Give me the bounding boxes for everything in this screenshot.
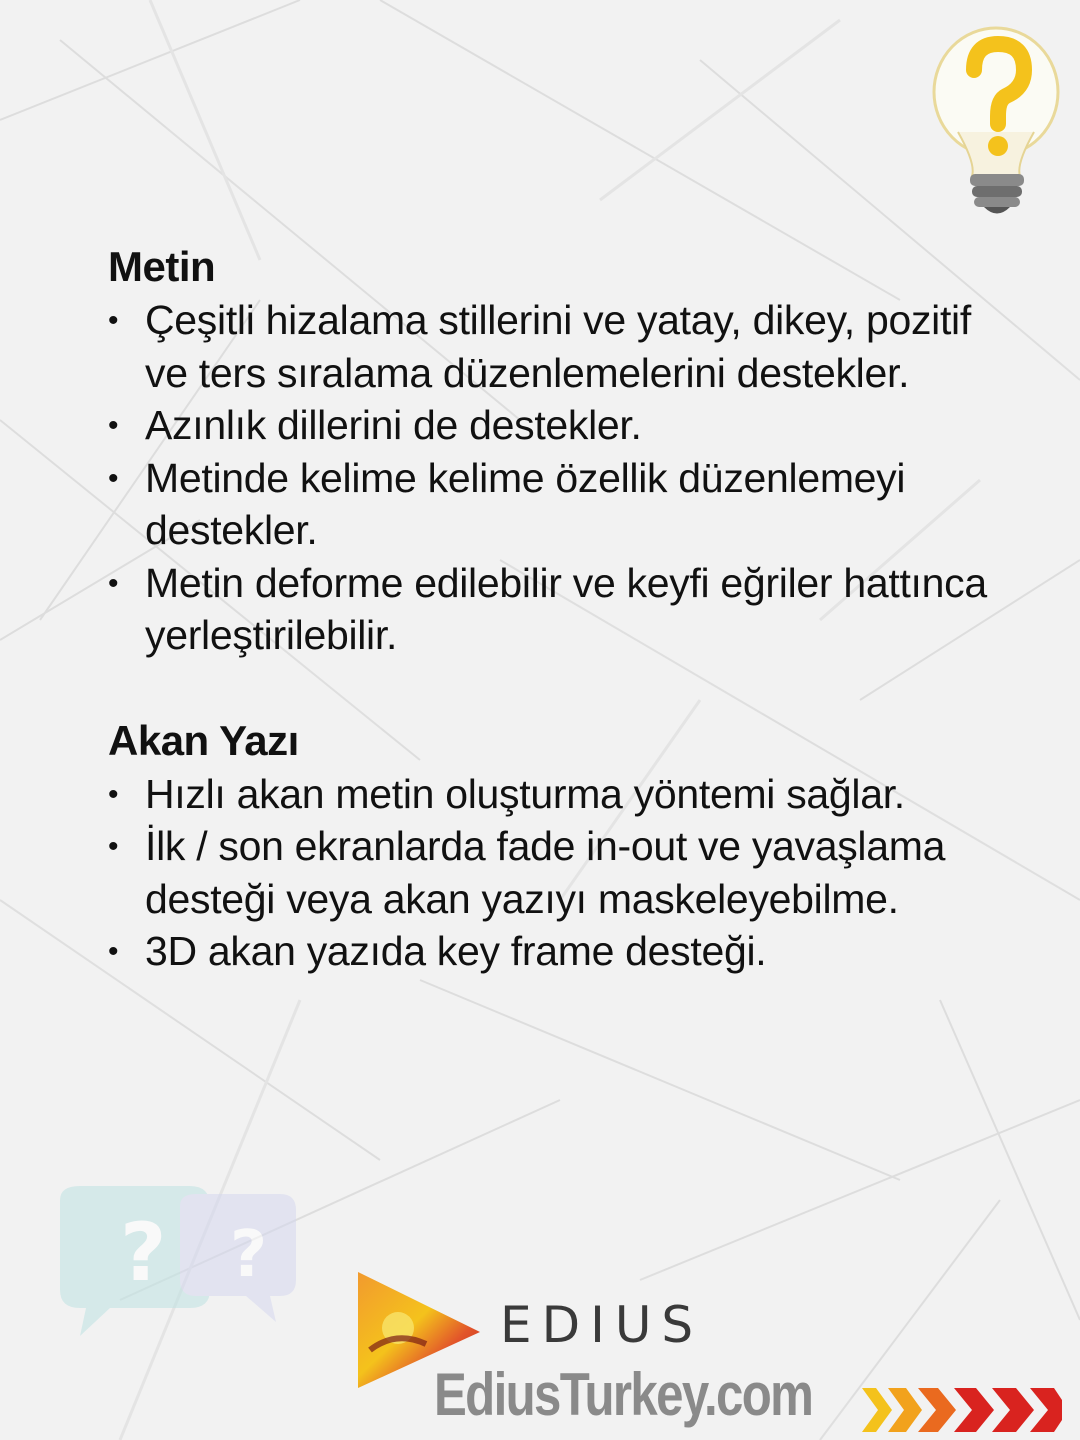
metin-feature-list [108, 294, 1008, 662]
svg-text:?: ? [230, 1218, 268, 1292]
list-item: • Azınlık dillerini de destekler. [108, 399, 1008, 452]
lightbulb-question-icon [928, 14, 1064, 220]
list-item: • Metinde kelime kelime özellik düzenlemeyi destekler. [108, 452, 1008, 557]
akan-yazi-feature-list [108, 768, 1008, 978]
section-title-akan-yazi: Akan Yazı [108, 716, 299, 764]
list-item: • Çeşitli hizalama stillerini ve yatay, dikey, pozitif ve ters sıralama düzenlemelerini destekler. [108, 294, 1008, 399]
question-bubbles-icon [40, 1180, 310, 1340]
list-item: • Metin deforme edilebilir ve keyfi eğriler hattınca yerleştirilebilir. [108, 557, 1008, 662]
section-title-metin: Metin [108, 243, 216, 290]
svg-text:?: ? [120, 1206, 167, 1299]
brand-website: EdiusTurkey.com [434, 1361, 813, 1428]
brand-name: EDIUS [500, 1296, 704, 1354]
list-item: • Hızlı akan metin oluşturma yöntemi sağlar. [108, 768, 1008, 821]
chevron-arrows-icon [862, 1386, 1062, 1434]
list-item: • 3D akan yazıda key frame desteği. [108, 925, 1008, 978]
list-item: • İlk / son ekranlarda fade in-out ve yavaşlama desteği veya akan yazıyı maskeleyebilme. [108, 820, 1008, 925]
features-content [108, 240, 1008, 978]
